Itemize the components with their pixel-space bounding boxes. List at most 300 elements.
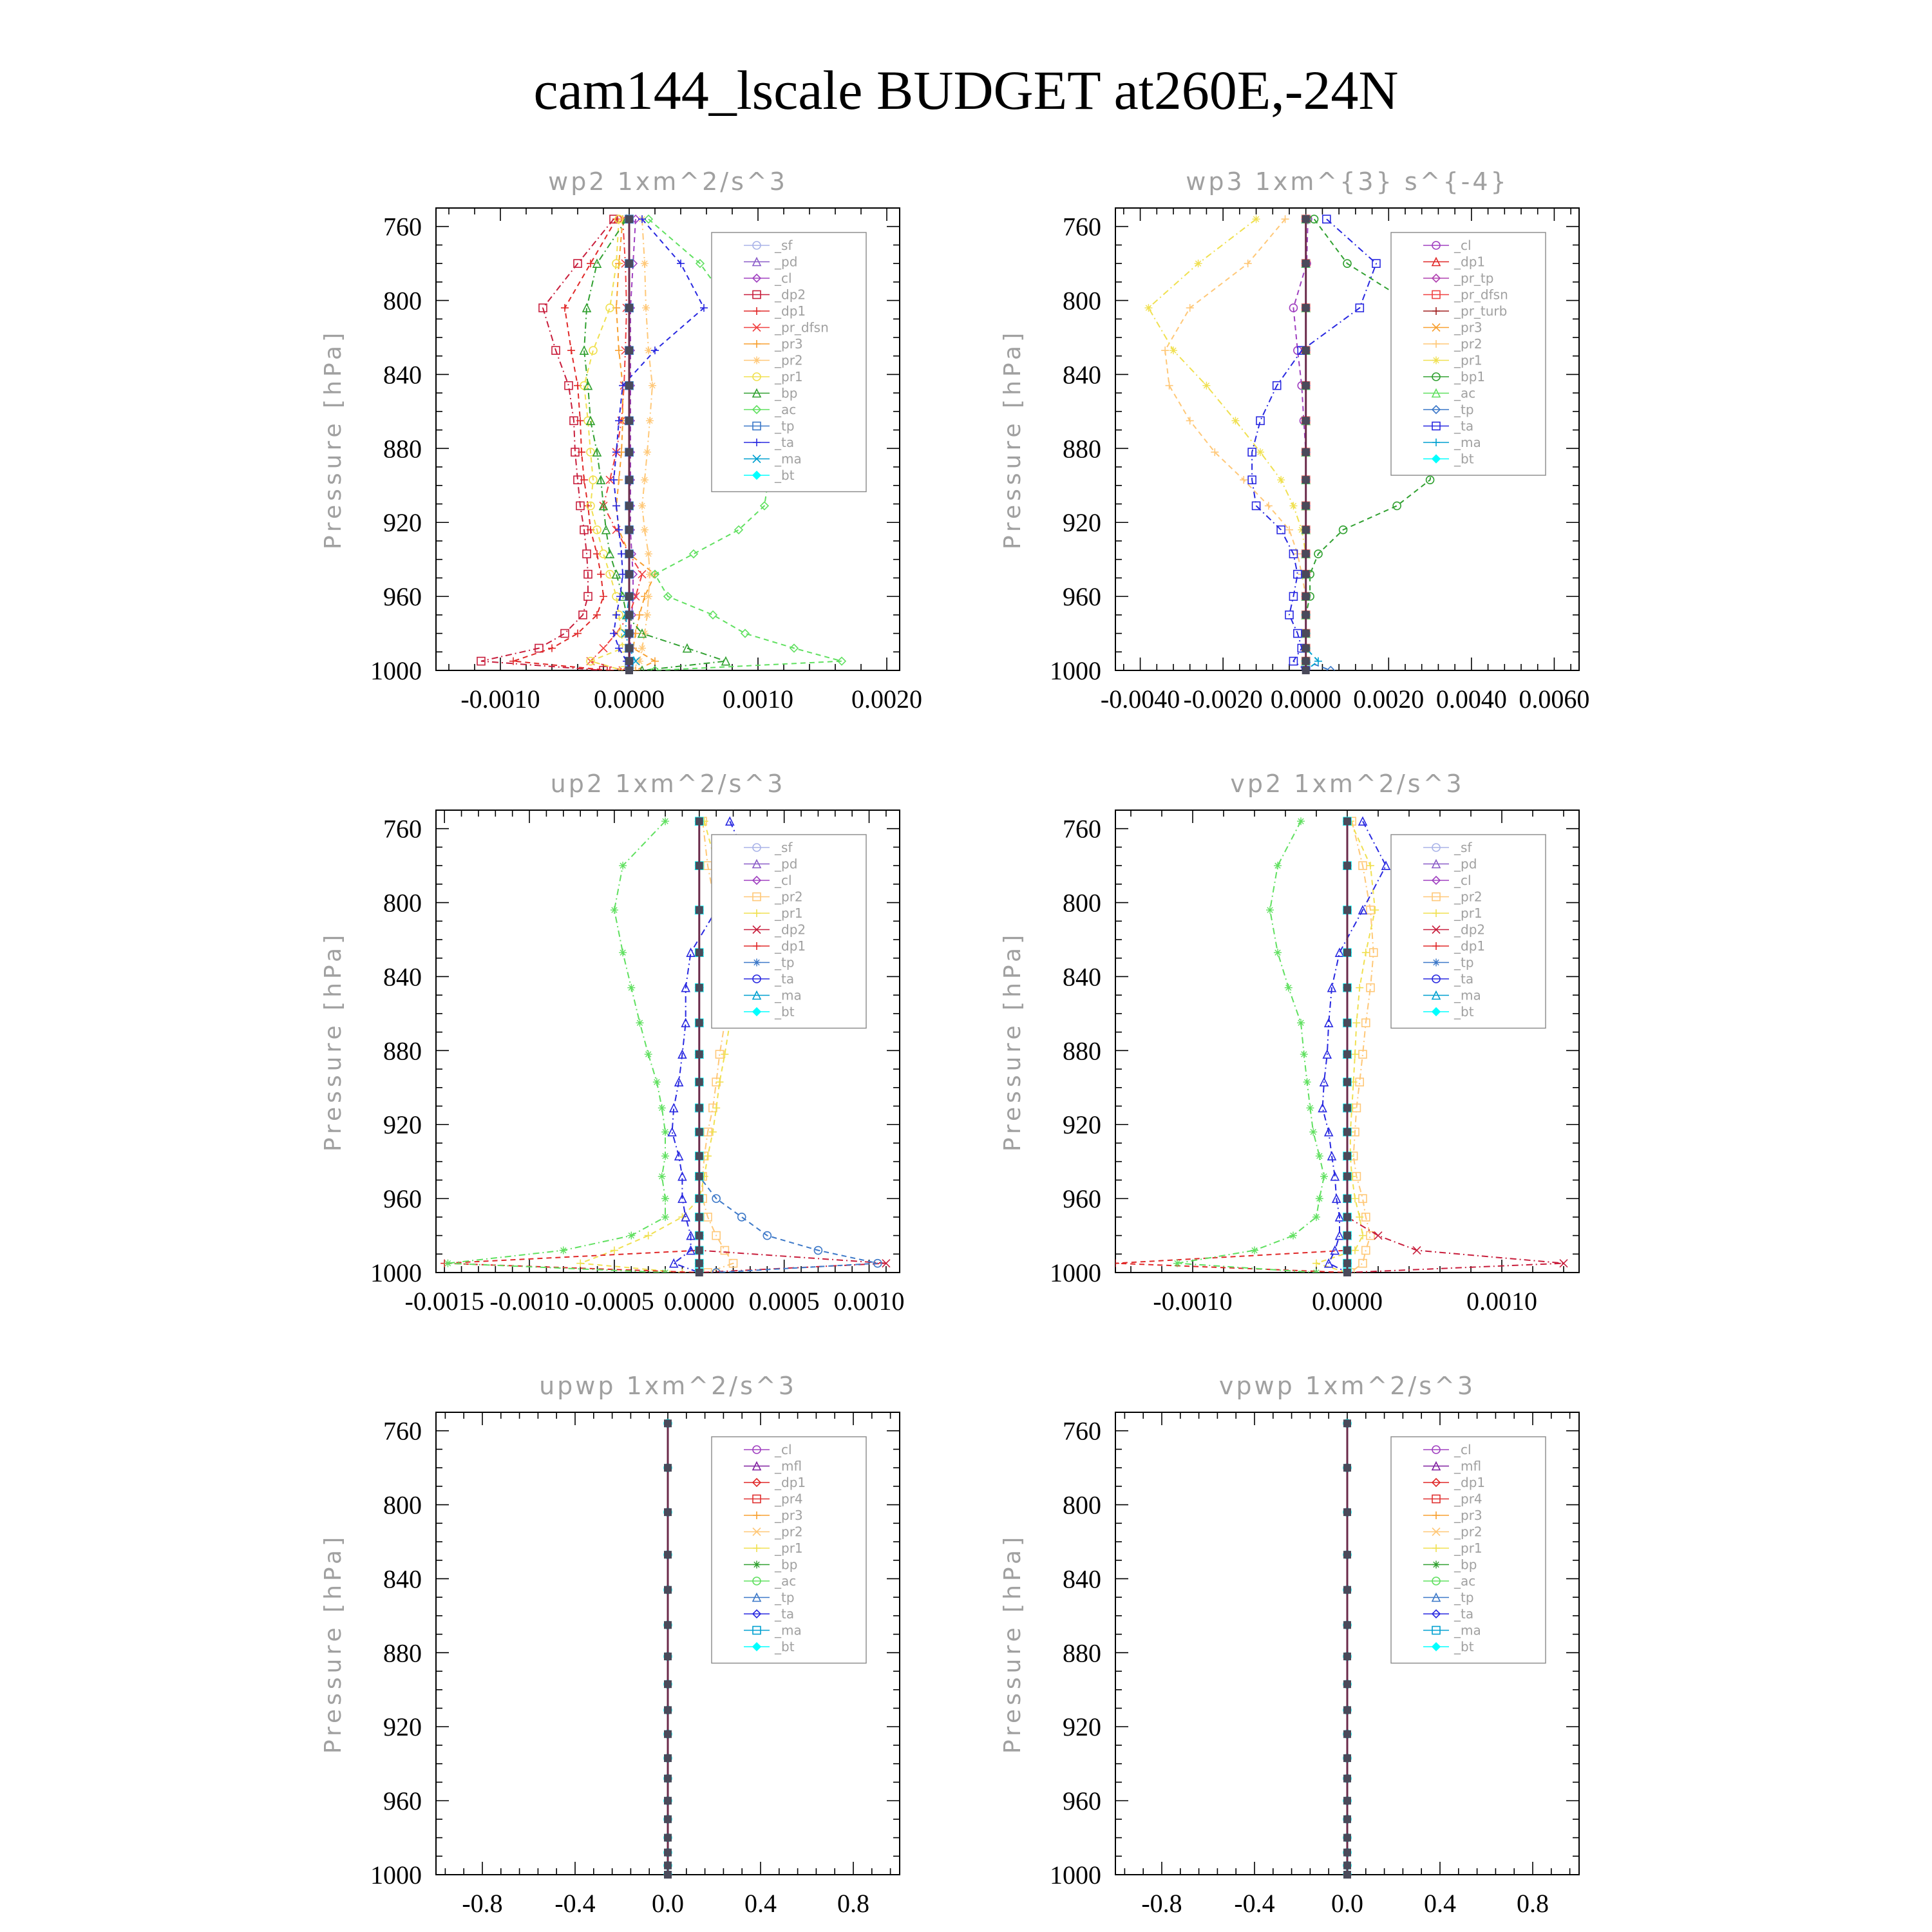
- total-marker: [1343, 1730, 1351, 1738]
- series-point-ac: [1320, 1173, 1328, 1180]
- legend-label: _tp: [775, 954, 795, 971]
- x-tick-label: 0.0000: [663, 1287, 735, 1316]
- total-marker: [625, 215, 633, 223]
- total-marker: [1343, 1232, 1351, 1240]
- series-point-ta: [1336, 949, 1343, 956]
- legend-label: _pr1: [775, 369, 803, 384]
- series-point-pr1: [1277, 476, 1285, 484]
- x-tick-label: -0.0020: [1183, 685, 1263, 714]
- series-point-ac: [741, 630, 749, 638]
- chart-panel-5: [320, 1372, 900, 1918]
- series-point-dp2: [561, 630, 569, 638]
- y-tick-label: 960: [1063, 1786, 1101, 1816]
- legend-label: _pr2: [775, 352, 803, 368]
- y-tick-label: 800: [383, 888, 422, 918]
- series-line-pr2: [1350, 821, 1374, 1273]
- series-line-ta: [614, 219, 704, 670]
- legend-label: _ma: [775, 1622, 802, 1638]
- y-tick-label: 840: [383, 962, 422, 992]
- main-title: cam144_lscale BUDGET at260E,-24N: [533, 59, 1399, 121]
- legend-label: _pr_turb: [1454, 303, 1508, 319]
- total-marker: [1343, 1128, 1351, 1136]
- total-marker: [1343, 1019, 1351, 1027]
- chart-panel-1: [320, 167, 922, 714]
- total-marker: [1302, 382, 1310, 390]
- total-marker: [696, 949, 703, 956]
- total-marker: [1343, 1269, 1351, 1276]
- total-marker: [1343, 1050, 1351, 1058]
- total-marker: [664, 1834, 672, 1842]
- total-marker: [625, 526, 633, 534]
- series-point-pr2: [636, 658, 643, 665]
- series-point-ac: [560, 1247, 567, 1255]
- series-point-pr1: [1367, 862, 1374, 869]
- series-point-pr2: [643, 611, 651, 619]
- x-tick-label: 0.0040: [1435, 685, 1507, 714]
- panel-title: upwp 1xm^2/s^3: [539, 1372, 797, 1400]
- total-marker: [696, 1078, 703, 1086]
- legend-label: _sf: [775, 238, 793, 253]
- y-tick-label: 1000: [370, 1861, 422, 1889]
- series-point-pr2: [1265, 502, 1273, 509]
- series-point-pr1: [709, 1128, 717, 1136]
- legend-label: _cl: [1454, 873, 1472, 888]
- legend-label: _pr2: [1454, 1524, 1482, 1540]
- series-point-pr2: [1166, 382, 1173, 390]
- y-tick-label: 1000: [370, 656, 422, 685]
- total-marker: [1302, 526, 1310, 534]
- legend-label: _pr_tp: [1454, 270, 1494, 286]
- y-tick-label: 920: [1063, 1110, 1101, 1140]
- legend-marker: [1432, 1561, 1440, 1569]
- total-marker: [696, 1050, 703, 1058]
- legend-label: _pr3: [1454, 319, 1482, 336]
- legend-label: _pr1: [1454, 352, 1482, 368]
- total-marker: [625, 448, 633, 456]
- total-marker: [1343, 1849, 1351, 1857]
- legend-label: _bp: [775, 1557, 798, 1573]
- legend-marker: [753, 357, 761, 365]
- series-point-dp2: [1413, 1247, 1421, 1255]
- legend-label: _bt: [1454, 451, 1474, 467]
- series-point-pr2: [642, 304, 650, 312]
- legend-label: _pr2: [1454, 889, 1482, 905]
- total-marker: [1343, 1871, 1351, 1879]
- total-marker: [1302, 417, 1310, 424]
- total-marker: [1343, 984, 1351, 992]
- series-point-pr2: [1161, 346, 1169, 354]
- y-tick-label: 800: [383, 1490, 422, 1520]
- x-tick-label: 0.0: [652, 1889, 684, 1918]
- y-tick-label: 800: [1063, 1490, 1101, 1520]
- total-marker: [1343, 1104, 1351, 1112]
- series-point-tp: [738, 1213, 746, 1221]
- y-tick-label: 840: [1063, 360, 1101, 390]
- y-tick-label: 880: [1063, 434, 1101, 464]
- x-tick-label: 0.0020: [851, 685, 922, 714]
- series-point-ac: [1312, 1269, 1320, 1276]
- series-point-pr_dfsn: [600, 645, 607, 652]
- chart-panel-3: [320, 770, 905, 1316]
- legend-label: _cl: [775, 873, 792, 888]
- y-axis-label: Pressure [hPa]: [999, 328, 1026, 550]
- y-tick-label: 840: [383, 1564, 422, 1594]
- series-line-ta: [1252, 219, 1376, 670]
- x-tick-label: -0.0010: [460, 685, 540, 714]
- total-marker: [1343, 1508, 1351, 1516]
- legend-label: _bt: [775, 1004, 795, 1019]
- series-point-ac: [1297, 817, 1305, 825]
- y-tick-label: 920: [383, 1110, 422, 1140]
- legend-label: _bp: [1454, 1557, 1477, 1573]
- series-point-ac: [636, 1019, 643, 1027]
- total-marker: [625, 667, 633, 674]
- total-marker: [696, 1232, 703, 1240]
- series-point-ac: [1289, 1232, 1297, 1240]
- legend-label: _pr1: [1454, 905, 1482, 921]
- y-tick-label: 880: [383, 434, 422, 464]
- legend-label: _ma: [1454, 1622, 1481, 1638]
- total-marker: [1343, 1213, 1351, 1221]
- series-point-ac: [1274, 862, 1282, 869]
- series-point-ta: [668, 1128, 676, 1136]
- series-point-ac: [1173, 1260, 1181, 1267]
- total-marker: [664, 1797, 672, 1804]
- series-line-pr1: [1316, 821, 1375, 1273]
- legend-label: _ac: [1454, 385, 1476, 401]
- total-marker: [664, 1871, 672, 1879]
- panel-title: wp2 1xm^2/s^3: [548, 167, 788, 196]
- series-point-ac: [690, 550, 697, 558]
- total-marker: [664, 1419, 672, 1427]
- x-tick-label: 0.0010: [723, 685, 793, 714]
- series-point-ac: [1316, 1195, 1323, 1202]
- series-point-pr2: [641, 476, 649, 484]
- series-point-pr3: [615, 346, 623, 354]
- total-marker: [696, 1104, 703, 1112]
- legend-label: _sf: [1454, 840, 1472, 855]
- total-marker: [664, 1508, 672, 1516]
- y-tick-label: 760: [383, 814, 422, 844]
- series-point-pr2: [641, 526, 649, 534]
- total-marker: [1343, 906, 1351, 914]
- total-marker: [696, 984, 703, 992]
- legend-marker: [1432, 357, 1440, 365]
- series-line-ta: [1323, 821, 1386, 1273]
- y-axis-label: Pressure [hPa]: [320, 328, 346, 550]
- legend-label: _ta: [1454, 418, 1474, 434]
- total-marker: [1343, 1862, 1351, 1870]
- x-tick-label: -0.4: [554, 1889, 596, 1918]
- total-marker: [625, 417, 633, 424]
- series-point-dp2: [565, 382, 573, 390]
- x-tick-label: 0.0010: [833, 1287, 905, 1316]
- total-marker: [625, 658, 633, 665]
- y-tick-label: 920: [383, 1712, 422, 1742]
- series-point-pr1: [1256, 448, 1264, 456]
- legend-label: _pr4: [1454, 1491, 1482, 1507]
- legend-label: _bp1: [1454, 369, 1486, 384]
- y-tick-label: 760: [383, 1416, 422, 1446]
- series-point-pr2: [646, 417, 654, 424]
- legend-label: _dp1: [775, 938, 806, 954]
- total-marker: [1343, 1195, 1351, 1202]
- y-tick-label: 760: [1063, 1416, 1101, 1446]
- series-point-ta: [1336, 1232, 1343, 1240]
- legend-label: _pd: [775, 856, 798, 872]
- series-point-pr1: [1359, 1232, 1367, 1240]
- total-marker: [696, 1269, 703, 1276]
- legend-marker: [1432, 959, 1440, 967]
- series-point-pr1: [611, 1247, 618, 1255]
- total-marker: [664, 1815, 672, 1823]
- series-point-dp2: [1560, 1260, 1567, 1267]
- total-marker: [696, 1173, 703, 1180]
- legend-label: _pd: [775, 254, 798, 270]
- series-line-ac: [1177, 821, 1324, 1273]
- total-marker: [1343, 1078, 1351, 1086]
- total-marker: [696, 1247, 703, 1255]
- legend-label: _dp1: [775, 1475, 806, 1490]
- series-point-ac: [709, 611, 717, 619]
- legend-label: _pr1: [775, 1540, 803, 1556]
- total-marker: [1302, 658, 1310, 665]
- series-point-dp1: [567, 346, 575, 354]
- series-point-pr1: [1253, 215, 1260, 223]
- series-point-pr1: [1351, 1195, 1359, 1202]
- total-marker: [1343, 862, 1351, 869]
- x-tick-label: -0.8: [1141, 1889, 1182, 1918]
- x-tick-label: 0.0000: [1312, 1287, 1383, 1316]
- series-point-ac: [611, 906, 618, 914]
- total-marker: [625, 645, 633, 652]
- series-point-dp1: [1112, 1260, 1119, 1267]
- y-tick-label: 880: [383, 1638, 422, 1668]
- total-marker: [696, 817, 703, 825]
- series-line-dp2: [481, 219, 614, 670]
- legend-label: _ta: [1454, 1606, 1474, 1622]
- y-tick-label: 960: [383, 1786, 422, 1816]
- series-line-bp: [584, 219, 726, 670]
- x-tick-label: 0.4: [1424, 1889, 1456, 1918]
- total-marker: [625, 592, 633, 600]
- series-line-ma: [1306, 219, 1318, 670]
- legend-label: _bt: [1454, 1639, 1474, 1654]
- series-point-ta: [610, 630, 618, 638]
- legend-label: _ma: [1454, 435, 1481, 450]
- y-axis-label: Pressure [hPa]: [320, 1533, 346, 1754]
- legend-marker: [753, 1561, 761, 1569]
- series-point-ac: [627, 1232, 635, 1240]
- legend-label: _ta: [775, 435, 795, 450]
- series-point-pr1: [1371, 906, 1379, 914]
- series-point-pr3: [636, 611, 643, 619]
- total-marker: [1302, 346, 1310, 354]
- x-tick-label: 0.8: [1517, 1889, 1549, 1918]
- total-marker: [664, 1464, 672, 1472]
- total-marker: [664, 1730, 672, 1738]
- series-point-ac: [645, 1050, 652, 1058]
- total-marker: [1343, 1775, 1351, 1783]
- series-point-ac: [619, 862, 627, 869]
- total-marker: [625, 630, 633, 638]
- x-tick-label: 0.0000: [1270, 685, 1341, 714]
- y-axis-label: Pressure [hPa]: [999, 931, 1026, 1152]
- series-point-dp1: [597, 571, 605, 578]
- series-line-dp1: [444, 821, 699, 1273]
- y-tick-label: 880: [1063, 1638, 1101, 1668]
- series-point-ac: [1251, 1247, 1258, 1255]
- series-point-pr2: [646, 571, 654, 578]
- legend-label: _pr1: [775, 905, 803, 921]
- series-point-pr1: [589, 346, 597, 354]
- total-marker: [625, 611, 633, 619]
- legend-label: _pr3: [775, 1508, 803, 1523]
- total-marker: [1343, 1152, 1351, 1160]
- total-marker: [1343, 1834, 1351, 1842]
- total-marker: [1343, 1754, 1351, 1762]
- series-point-ac: [627, 984, 635, 992]
- x-tick-label: 0.0010: [1466, 1287, 1537, 1316]
- total-marker: [1302, 476, 1310, 484]
- total-marker: [696, 1019, 703, 1027]
- legend-label: _cl: [775, 1442, 792, 1457]
- y-axis-label: Pressure [hPa]: [320, 931, 346, 1152]
- x-tick-label: 0.0005: [748, 1287, 820, 1316]
- legend-label: _tp: [775, 418, 795, 434]
- total-marker: [696, 1152, 703, 1160]
- series-point-pr1: [645, 1232, 652, 1240]
- legend-label: _tp: [1454, 402, 1474, 417]
- total-marker: [664, 1862, 672, 1870]
- series-line-dp1: [513, 219, 616, 670]
- series-point-pr2: [638, 502, 646, 509]
- x-tick-label: -0.0010: [489, 1287, 569, 1316]
- total-marker: [1302, 304, 1310, 312]
- series-point-ac: [1300, 1050, 1308, 1058]
- series-point-pr1: [1312, 1260, 1320, 1267]
- y-tick-label: 880: [1063, 1036, 1101, 1066]
- series-point-pr3: [651, 658, 659, 665]
- total-marker: [696, 1195, 703, 1202]
- legend-label: _mfl: [1454, 1458, 1482, 1474]
- series-point-ac: [1274, 949, 1282, 956]
- y-tick-label: 840: [1063, 962, 1101, 992]
- x-tick-label: -0.8: [462, 1889, 503, 1918]
- series-point-pr1: [1202, 382, 1210, 390]
- legend-label: _mfl: [775, 1458, 802, 1474]
- legend-label: _ma: [775, 451, 802, 467]
- legend-label: _pr_dfsn: [775, 319, 829, 336]
- x-tick-label: -0.0005: [574, 1287, 654, 1316]
- legend-label: _pr1: [1454, 1540, 1482, 1556]
- total-marker: [1343, 1680, 1351, 1688]
- y-tick-label: 760: [1063, 814, 1101, 844]
- y-tick-label: 800: [1063, 286, 1101, 316]
- total-marker: [1302, 645, 1310, 652]
- series-point-ac: [1306, 1104, 1314, 1112]
- total-marker: [1343, 1419, 1351, 1427]
- series-point-pr2: [1240, 476, 1247, 484]
- y-tick-label: 920: [383, 508, 422, 538]
- legend-label: _cl: [1454, 1442, 1472, 1457]
- series-point-pr1: [1351, 1050, 1359, 1058]
- series-line-ac: [448, 821, 666, 1273]
- total-marker: [1302, 260, 1310, 267]
- x-tick-label: 0.0: [1331, 1889, 1363, 1918]
- total-marker: [625, 346, 633, 354]
- total-marker: [696, 906, 703, 914]
- total-marker: [664, 1653, 672, 1660]
- legend-label: _dp1: [775, 303, 806, 319]
- total-marker: [625, 304, 633, 312]
- total-marker: [625, 260, 633, 267]
- legend-label: _tp: [1454, 954, 1474, 971]
- series-point-ac: [444, 1260, 451, 1267]
- legend-marker: [753, 959, 761, 967]
- series-point-ta: [612, 502, 620, 509]
- legend-label: _dp2: [775, 287, 806, 303]
- chart-panel-6: [999, 1372, 1579, 1918]
- x-tick-label: -0.4: [1234, 1889, 1275, 1918]
- series-point-pr2: [643, 448, 651, 456]
- series-point-dp1: [561, 304, 569, 312]
- total-marker: [625, 550, 633, 558]
- panel-title: up2 1xm^2/s^3: [550, 770, 786, 798]
- series-point-ac: [658, 1173, 666, 1180]
- total-marker: [664, 1680, 672, 1688]
- legend-label: _pr3: [775, 336, 803, 352]
- series-point-ta: [1382, 862, 1390, 869]
- series-point-ac: [661, 817, 669, 825]
- legend-label: _pr2: [775, 889, 803, 905]
- total-marker: [664, 1754, 672, 1762]
- x-tick-label: -0.0010: [1153, 1287, 1233, 1316]
- series-point-ta: [615, 526, 623, 534]
- series-point-dp1: [548, 645, 556, 652]
- y-tick-label: 800: [1063, 888, 1101, 918]
- legend-label: _dp2: [1454, 922, 1486, 938]
- series-point-pr2: [649, 382, 656, 390]
- series-point-ac: [1303, 1078, 1311, 1086]
- legend-label: _dp2: [775, 922, 806, 938]
- x-tick-label: 0.4: [744, 1889, 777, 1918]
- series-point-ac: [1309, 1128, 1317, 1136]
- y-tick-label: 1000: [370, 1258, 422, 1287]
- total-marker: [1302, 550, 1310, 558]
- series-point-pr1: [1144, 304, 1152, 312]
- series-point-ta: [651, 346, 659, 354]
- legend-label: _ma: [775, 987, 802, 1003]
- series-point-ac: [1266, 906, 1274, 914]
- y-tick-label: 880: [383, 1036, 422, 1066]
- series-point-pr1: [1351, 1247, 1359, 1255]
- panel-title: wp3 1xm^{3} s^{-4}: [1186, 167, 1509, 196]
- legend-label: _bp: [775, 385, 798, 401]
- legend-label: _cl: [775, 270, 792, 286]
- legend-label: _pr3: [1454, 1508, 1482, 1523]
- total-marker: [696, 1260, 703, 1267]
- series-point-pr1: [1362, 949, 1370, 956]
- total-marker: [696, 862, 703, 869]
- series-point-ac: [1312, 1213, 1320, 1221]
- legend-label: _bt: [1454, 1004, 1474, 1019]
- total-marker: [696, 1213, 703, 1221]
- y-tick-label: 760: [1063, 212, 1101, 242]
- legend-label: _ma: [1454, 987, 1481, 1003]
- y-tick-label: 800: [383, 286, 422, 316]
- series-line-pr1: [1148, 219, 1305, 670]
